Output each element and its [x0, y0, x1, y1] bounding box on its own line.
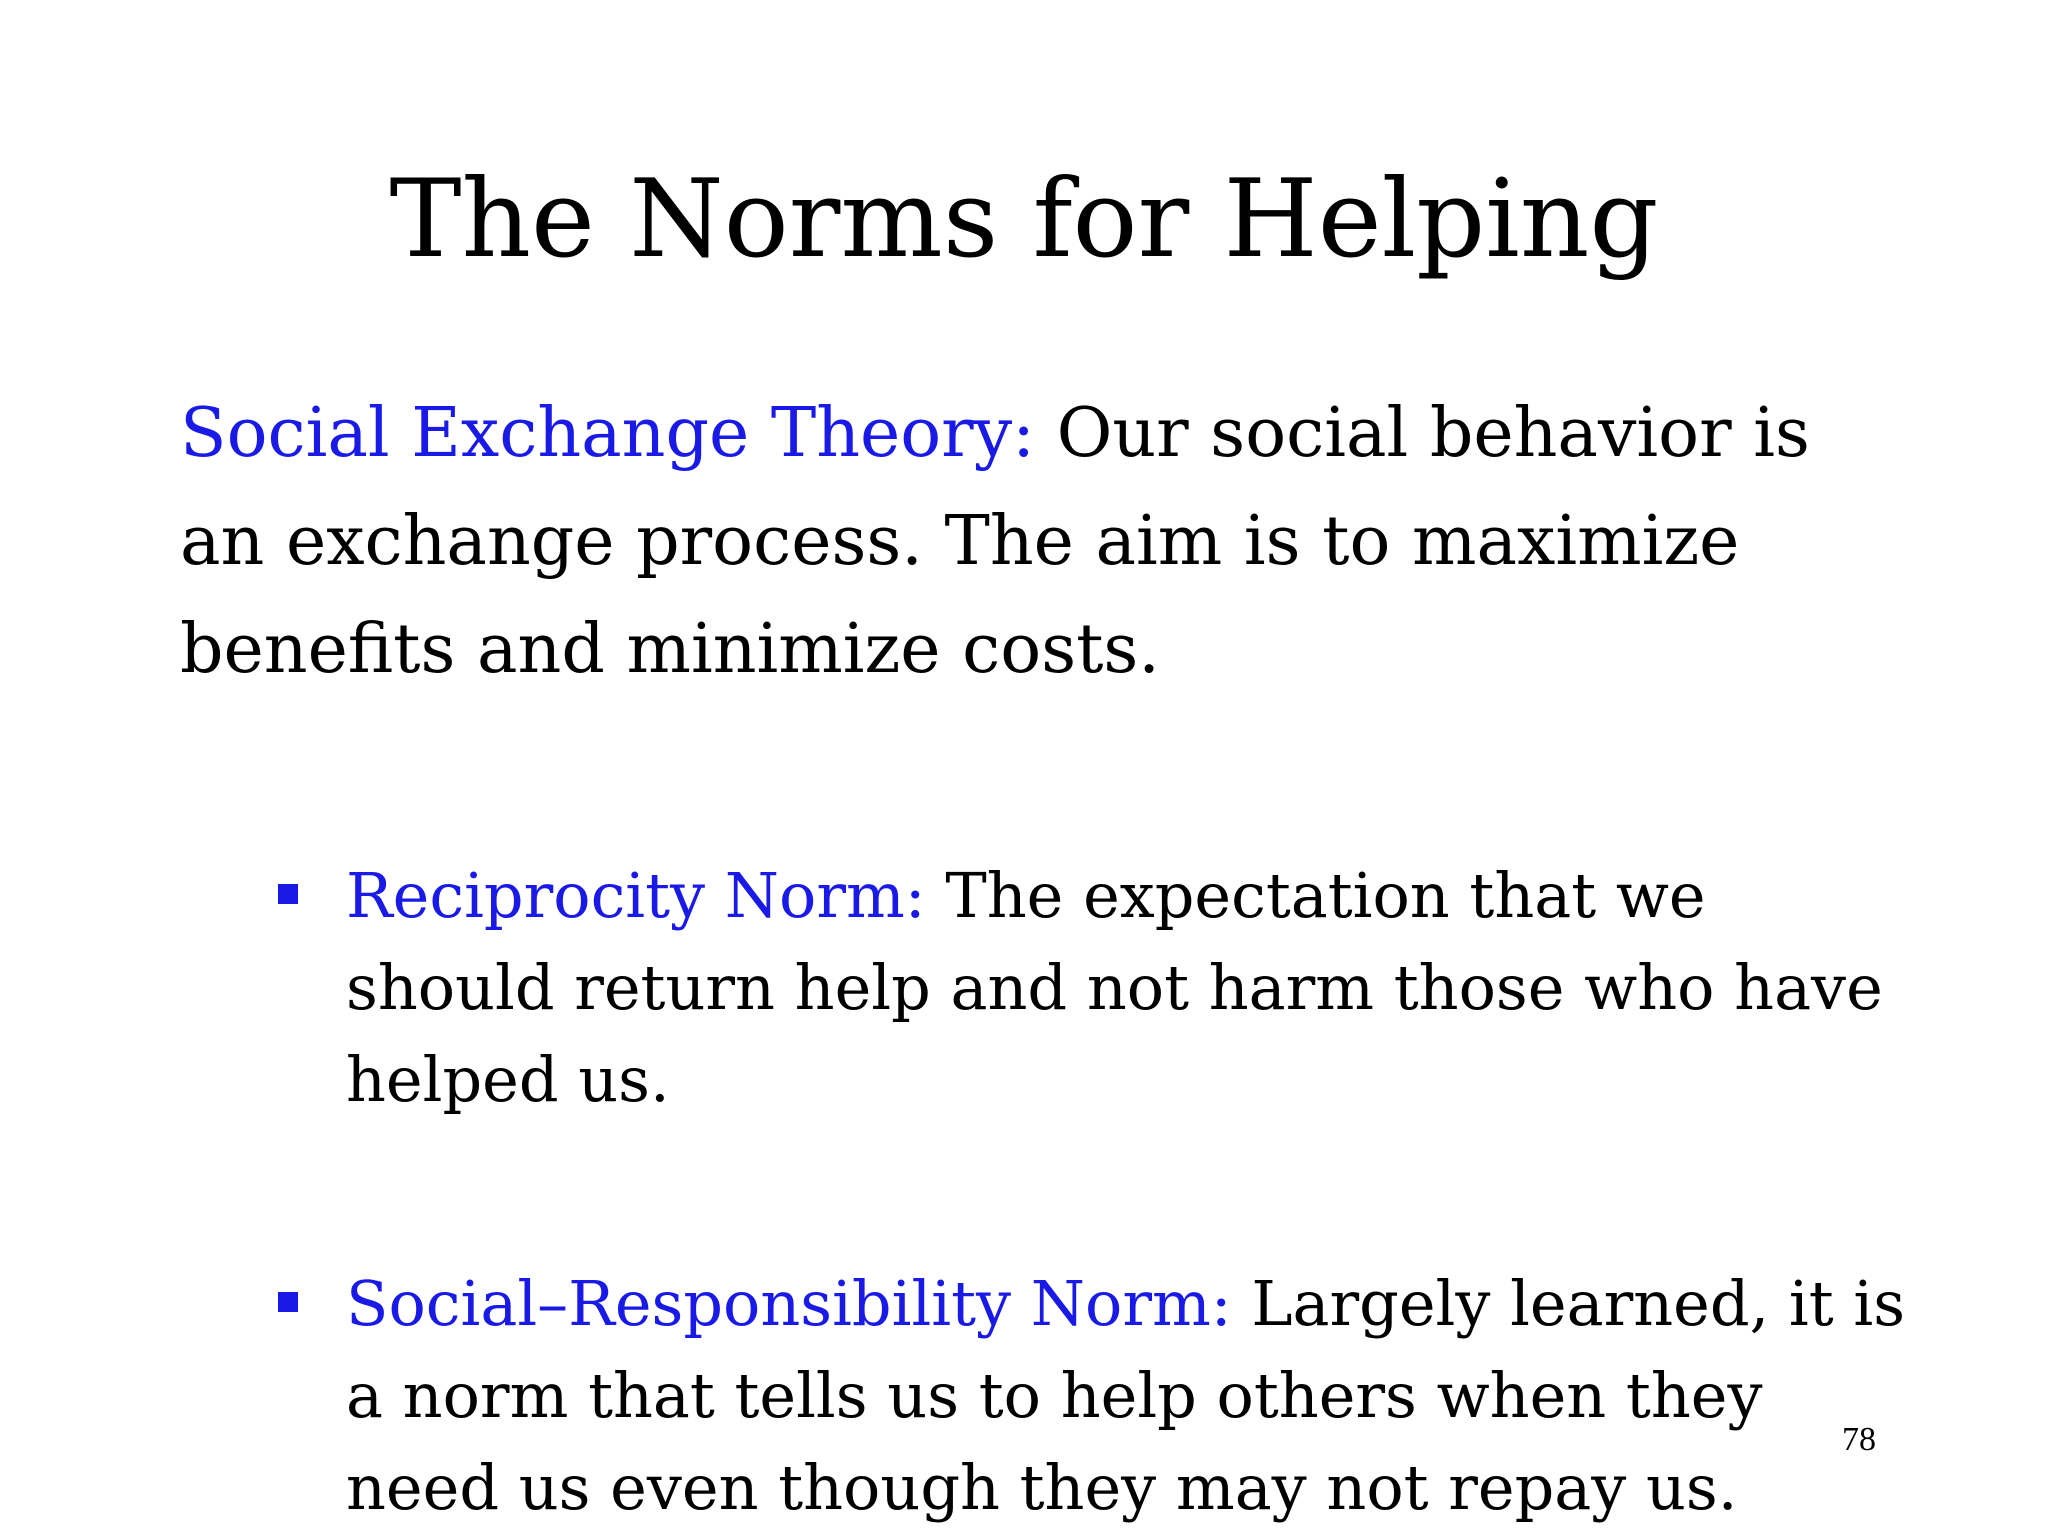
- bullet-text: Largely learned, it is a norm that tells us to help others when they need us even though they may not repay us.: [346, 1267, 1906, 1524]
- bullet-term: Reciprocity Norm:: [346, 859, 926, 932]
- square-bullet-icon: [278, 1292, 298, 1312]
- bullet-text: The expectation that we should return help and not harm those who have helped us.: [346, 859, 1883, 1116]
- bullet-term: Social–Responsibility Norm:: [346, 1267, 1232, 1340]
- slide-title: The Norms for Helping: [389, 157, 1659, 282]
- bullet-item-social-responsibility: [346, 1258, 1906, 1534]
- intro-text: Our social behavior is an exchange process. The aim is to maximize benefits and minimize costs.: [180, 394, 1810, 689]
- page-number: 78: [1842, 1421, 1876, 1458]
- square-bullet-icon: [278, 884, 298, 904]
- intro-term: Social Exchange Theory:: [180, 394, 1036, 473]
- bullet-item-reciprocity: [346, 850, 1906, 1126]
